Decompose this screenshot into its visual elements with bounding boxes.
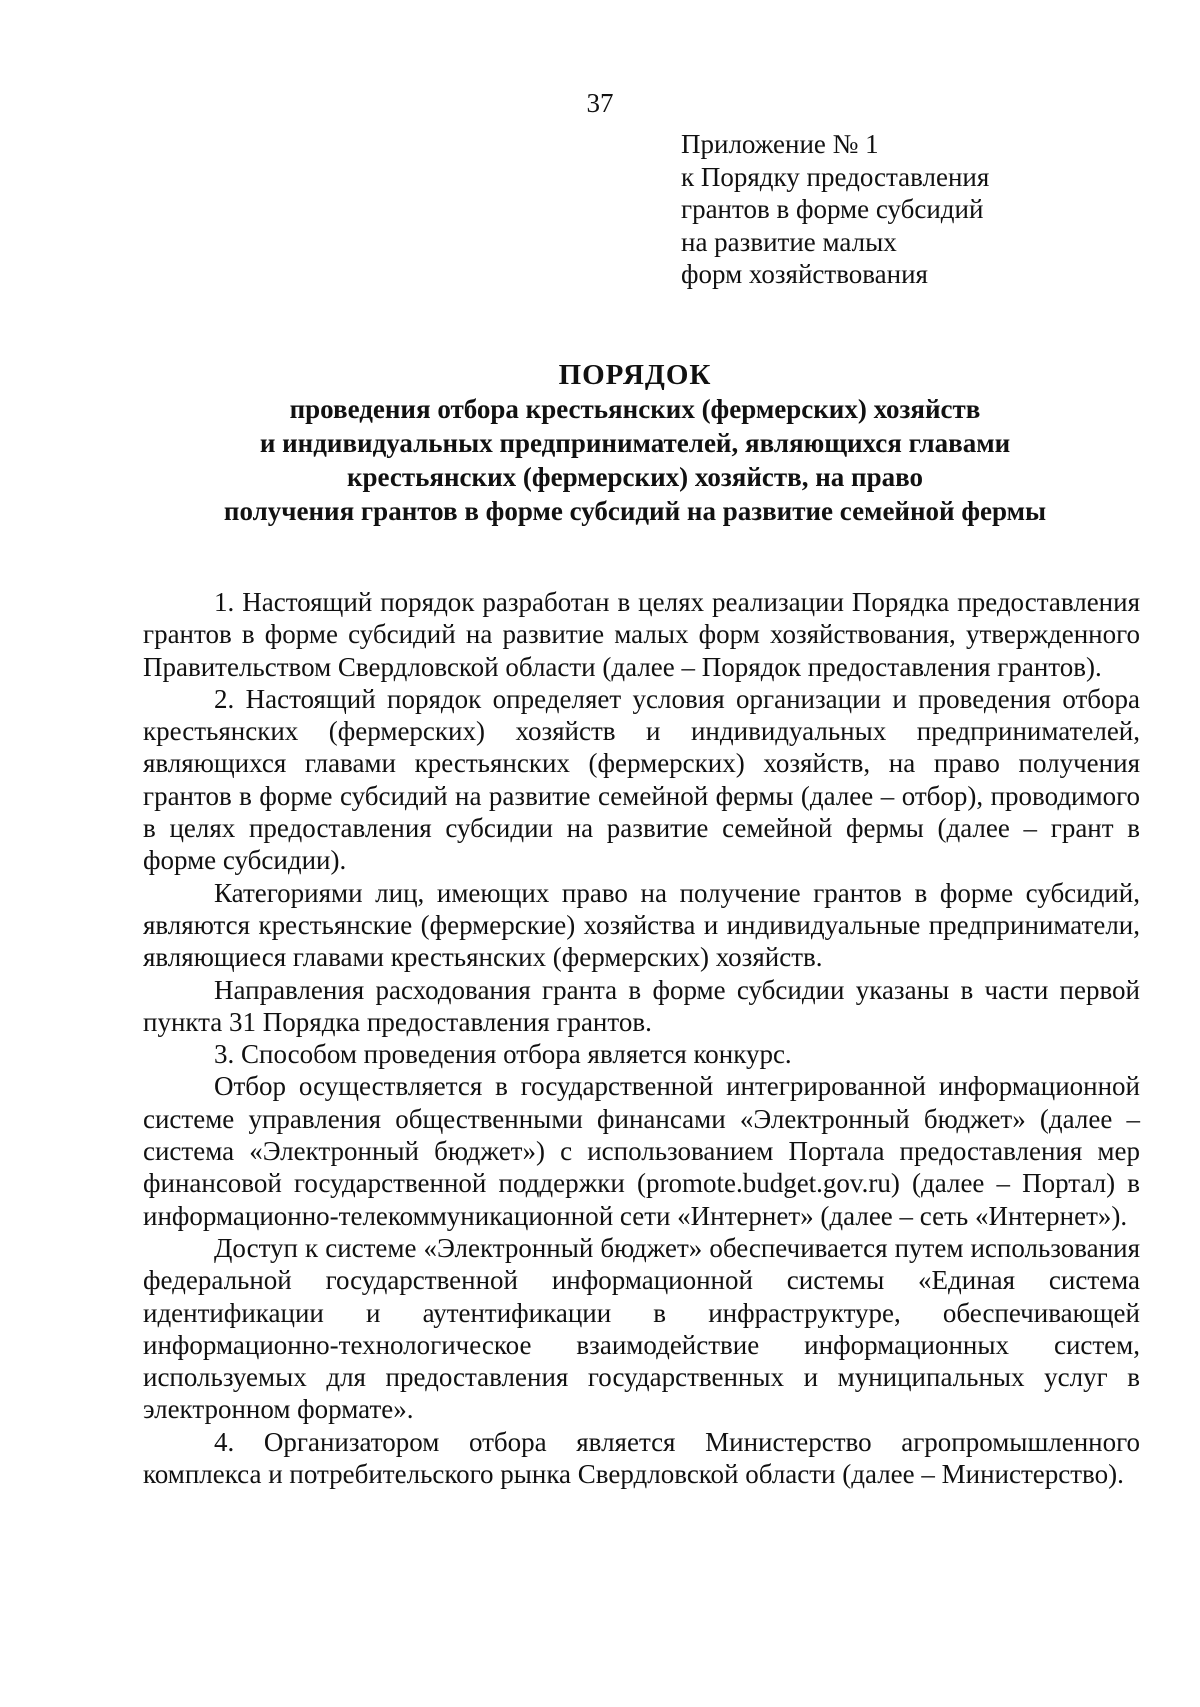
appendix-line: Приложение № 1 (681, 129, 879, 159)
title-line: крестьянских (фермерских) хозяйств, на право (346, 462, 923, 492)
title-subtitle (140, 392, 1130, 528)
paragraph-categories: Категориями лиц, имеющих право на получение грантов в форме субсидий, являются крестьянские (фермерские) хозяйства и индивидуальные предприниматели, являющиеся главами крестьянских (фермерских) хозяйств. (143, 877, 1140, 973)
title-main: ПОРЯДОК (558, 359, 712, 391)
document-body (143, 586, 1140, 1490)
document-title (140, 358, 1130, 528)
paragraph-4: 4. Организатором отбора является Министерство агропромышленного комплекса и потребительского рынка Свердловской области (далее – Министерство). (143, 1426, 1140, 1490)
title-line: и индивидуальных предпринимателей, являющихся главами (259, 428, 1011, 458)
paragraph-access: Доступ к системе «Электронный бюджет» обеспечивается путем использования федеральной государственной информационной системы «Единая система идентификации и аутентификации в инфраструктуре, обеспечивающей информационно-технологическое взаимодействие информационных систем, используемых для предоставления государственных и муниципальных услуг в электронном формате». (143, 1232, 1140, 1425)
appendix-line: грантов в форме субсидий (681, 194, 984, 224)
paragraph-selection-system: Отбор осуществляется в государственной интегрированной информационной системе управления общественными финансами «Электронный бюджет» (далее – система «Электронный бюджет») с использованием Портала предоставления мер финансовой государственной поддержки (promote.budget.gov.ru) (далее – Портал) в информационно-телекоммуникационной сети «Интернет» (далее – сеть «Интернет»). (143, 1071, 1140, 1231)
paragraph-1: 1. Настоящий порядок разработан в целях реализации Порядка предоставления грантов в форме субсидий на развитие малых форм хозяйствования, утвержденного Правительством Свердловской области (далее – Порядок предоставления грантов). (143, 587, 1140, 682)
title-line: проведения отбора крестьянских (фермерских) хозяйств (289, 394, 981, 424)
appendix-line: на развитие малых (681, 226, 897, 257)
paragraph-3: 3. Способом проведения отбора является конкурс. (214, 1039, 792, 1070)
appendix-line: форм хозяйствования (681, 259, 928, 289)
appendix-header (681, 128, 1141, 291)
page-number: 37 (586, 88, 614, 118)
paragraph-directions: Направления расходования гранта в форме субсидии указаны в части первой пункта 31 Порядка предоставления грантов. (143, 974, 1140, 1037)
title-line: получения грантов в форме субсидий на развитие семейной фермы (223, 496, 1047, 526)
appendix-line: к Порядку предоставления (681, 161, 990, 192)
paragraph-2: 2. Настоящий порядок определяет условия организации и проведения отбора крестьянских (фермерских) хозяйств и индивидуальных предпринимателей, являющихся главами крестьянских (фермерских) хозяйств, на право получения грантов в форме субсидий на развитие семейной фермы (далее – отбор), проводимого в целях предоставления субсидии на развитие семейной фермы (далее – грант в форме субсидии). (143, 683, 1140, 876)
